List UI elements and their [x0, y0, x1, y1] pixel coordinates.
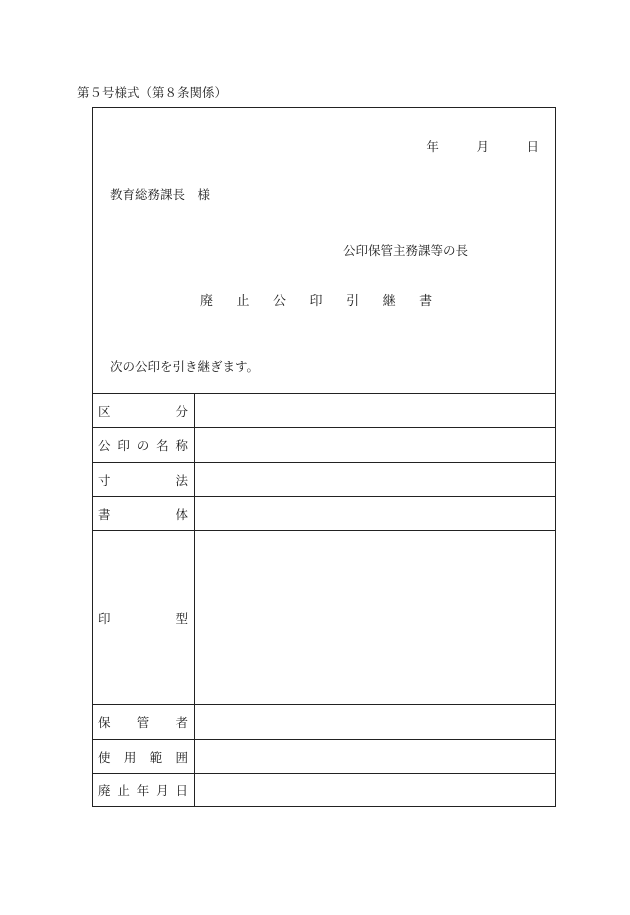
- label-abolition-date: 廃 止 年 月 日: [93, 774, 195, 806]
- title-char: 継: [382, 294, 396, 309]
- row-seal-name: [93, 428, 555, 463]
- label-custodian: 保 管 者: [93, 705, 195, 739]
- row-abolition-date: [93, 774, 555, 806]
- value-custodian[interactable]: [195, 705, 555, 739]
- document-title: [200, 290, 432, 309]
- label-seal-impression: 印 型: [93, 531, 195, 704]
- sender: 公印保管主務課等の長: [342, 243, 468, 258]
- date-day-label: 日: [526, 139, 539, 154]
- row-typeface: [93, 497, 555, 531]
- value-abolition-date[interactable]: [195, 774, 555, 806]
- intro-text: 次の公印を引き継ぎます。: [110, 359, 260, 374]
- label-seal-name: 公 印 の 名 称: [93, 428, 195, 462]
- title-char: 書: [419, 294, 433, 309]
- value-typeface[interactable]: [195, 497, 555, 530]
- value-scope-of-use[interactable]: [195, 740, 555, 773]
- row-seal-impression: [93, 531, 555, 705]
- form-header-section: [93, 108, 555, 394]
- label-scope-of-use: 使 用 範 囲: [93, 740, 195, 773]
- title-char: 止: [236, 294, 250, 309]
- value-dimensions[interactable]: [195, 463, 555, 496]
- row-dimensions: [93, 463, 555, 497]
- title-char: 引: [346, 294, 360, 309]
- label-dimensions: 寸 法: [93, 463, 195, 496]
- label-typeface: 書 体: [93, 497, 195, 530]
- row-custodian: [93, 705, 555, 740]
- form-table: [93, 394, 555, 806]
- abolished-seal-handover-form: [92, 107, 556, 807]
- label-category: 区 分: [93, 394, 195, 427]
- addressee: 教育総務課長 様: [110, 187, 211, 202]
- row-scope-of-use: [93, 740, 555, 774]
- date-month-label: 月: [476, 139, 489, 154]
- title-char: 廃: [200, 294, 214, 309]
- value-seal-impression[interactable]: [195, 531, 555, 704]
- date-line: [426, 137, 539, 155]
- form-number: 第５号様式（第８条関係）: [77, 85, 228, 100]
- date-year-label: 年: [426, 139, 439, 154]
- row-category: [93, 394, 555, 428]
- value-category[interactable]: [195, 394, 555, 427]
- title-char: 印: [309, 294, 323, 309]
- title-char: 公: [273, 294, 287, 309]
- value-seal-name[interactable]: [195, 428, 555, 462]
